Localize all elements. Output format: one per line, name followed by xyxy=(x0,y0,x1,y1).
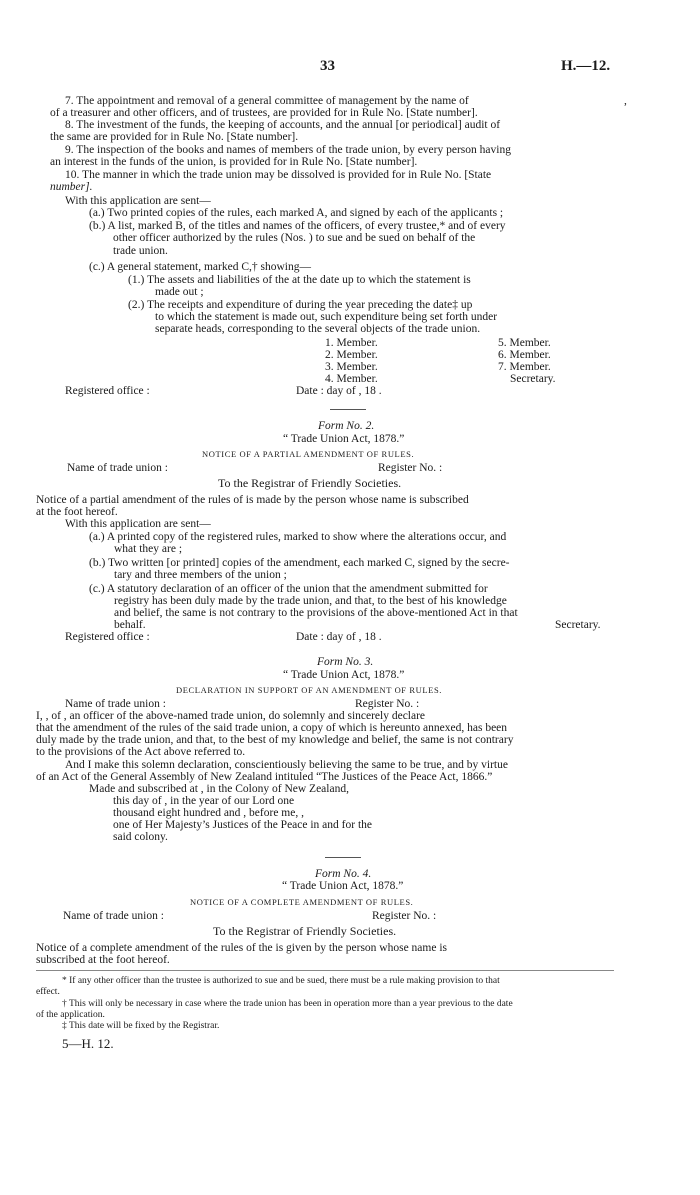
notice-line-2: at the foot hereof. xyxy=(36,506,118,518)
document-reference: H.—12. xyxy=(561,58,611,74)
enclosure-c2-line-2: to which the statement is made out, such expenditure being set forth under xyxy=(155,311,498,323)
act-title: “ Trade Union Act, 1878.” xyxy=(283,433,405,445)
enclosure-c1-line-1: (1.) The assets and liabilities of the at the date up to which the statement is xyxy=(128,274,471,286)
footnote-double-dagger: ‡ This date will be fixed by the Registrar. xyxy=(62,1021,220,1031)
footnote-dagger-line-1: † This will only be necessary in case where the trade union has been in operation more than a year previous to the date xyxy=(62,999,513,1009)
item-10-line-1: 10. The manner in which the trade union may be dissolved is provided for in Rule No. [State xyxy=(65,169,492,181)
divider xyxy=(325,857,361,858)
secretary: Secretary. xyxy=(555,619,601,631)
item-7-comma: , xyxy=(624,95,627,107)
form-heading: NOTICE OF A PARTIAL AMENDMENT OF RULES. xyxy=(202,449,415,459)
footnote-rule xyxy=(36,970,614,971)
act-title: “ Trade Union Act, 1878.” xyxy=(283,669,405,681)
member-3: 3. Member. xyxy=(325,361,378,373)
declaration-line-1: I, , of , an officer of the above-named trade union, do solemnly and sincerely declare xyxy=(36,710,426,722)
declaration-line-4: to the provisions of the Act above referred to. xyxy=(36,746,246,758)
member-7: 7. Member. xyxy=(498,361,551,373)
register-no-label: Register No. : xyxy=(372,910,437,922)
addressee: To the Registrar of Friendly Societies. xyxy=(213,924,397,938)
jurat-line-2: this day of , in the year of our Lord one xyxy=(113,795,295,807)
declaration-line-2: that the amendment of the rules of the said trade union, a copy of which is hereunto annexed, has been xyxy=(36,722,508,734)
solemn-declaration-line-2: of an Act of the General Assembly of New Zealand intituled “The Justices of the Peace Act, 1866.” xyxy=(36,771,493,783)
member-4: 4. Member. xyxy=(325,373,378,385)
signature-mark: 5—H. 12. xyxy=(62,1036,114,1051)
item-7-line-2: of a treasurer and other officers, and of trustees, are provided for in Rule No. [State number]. xyxy=(50,107,478,119)
enclosure-b-line-1: (b.) Two written [or printed] copies of the amendment, each marked C, signed by the secre- xyxy=(89,557,510,569)
footnote-asterisk-line-1: * If any other officer than the trustee is authorized to sue and be sued, there must be a rule making provision to that xyxy=(62,976,500,986)
member-1: 1. Member. xyxy=(325,337,378,349)
with-application-sent: With this application are sent— xyxy=(65,518,211,530)
enclosure-b-line-3: trade union. xyxy=(113,245,168,257)
notice-line-1: Notice of a partial amendment of the rules of is made by the person whose name is subscribed xyxy=(36,494,469,506)
enclosure-c-line-3: and belief, the same is not contrary to the provisions of the above-mentioned Act in that xyxy=(114,607,518,619)
enclosure-c2-line-1: (2.) The receipts and expenditure of during the year preceding the date‡ up xyxy=(128,299,473,311)
enclosure-c-line-2: registry has been duly made by the trade union, and that, to the best of his knowledge xyxy=(114,595,507,607)
registered-office-label: Registered office : xyxy=(65,385,150,397)
enclosure-b-line-1: (b.) A list, marked B, of the titles and names of the officers, of every trustee,* and of every xyxy=(89,220,506,232)
enclosure-b-line-2: tary and three members of the union ; xyxy=(114,569,287,581)
enclosure-a-line-1: (a.) A printed copy of the registered rules, marked to show where the alterations occur, and xyxy=(89,531,507,543)
member-5: 5. Member. xyxy=(498,337,551,349)
jurat-line-5: said colony. xyxy=(113,831,168,843)
enclosure-c: (c.) A general statement, marked C,† showing— xyxy=(89,261,311,273)
enclosure-b-line-2: other officer authorized by the rules (Nos. ) to sue and be sued on behalf of the xyxy=(113,232,476,244)
addressee: To the Registrar of Friendly Societies. xyxy=(218,476,402,490)
name-of-trade-union-label: Name of trade union : xyxy=(63,910,164,922)
registered-office-label: Registered office : xyxy=(65,631,150,643)
item-7-line-1: 7. The appointment and removal of a general committee of management by the name of xyxy=(65,95,469,107)
register-no-label: Register No. : xyxy=(355,698,420,710)
form-title: Form No. 2. xyxy=(318,420,375,432)
date-line: Date : day of , 18 . xyxy=(296,385,382,397)
with-application-sent: With this application are sent— xyxy=(65,195,211,207)
item-10-line-2: number]. xyxy=(50,181,93,193)
declaration-line-3: duly made by the trade union, and that, to the best of my knowledge and belief, the same is not contrary xyxy=(36,734,514,746)
form-heading: NOTICE OF A COMPLETE AMENDMENT OF RULES. xyxy=(190,897,414,907)
enclosure-c2-line-3: separate heads, corresponding to the several objects of the trade union. xyxy=(155,323,481,335)
register-no-label: Register No. : xyxy=(378,462,443,474)
member-6: 6. Member. xyxy=(498,349,551,361)
enclosure-c-line-4: behalf. xyxy=(114,619,146,631)
solemn-declaration-line-1: And I make this solemn declaration, conscientiously believing the same to be true, and by virtue xyxy=(65,759,508,771)
footnote-asterisk-line-2: effect. xyxy=(36,987,60,997)
notice-line-1: Notice of a complete amendment of the rules of the is given by the person whose name is xyxy=(36,942,448,954)
act-title: “ Trade Union Act, 1878.” xyxy=(282,880,404,892)
divider xyxy=(330,409,366,410)
jurat-line-4: one of Her Majesty’s Justices of the Peace in and for the xyxy=(113,819,372,831)
item-9-line-1: 9. The inspection of the books and names of members of the trade union, by every person having xyxy=(65,144,511,156)
date-line: Date : day of , 18 . xyxy=(296,631,382,643)
name-of-trade-union-label: Name of trade union : xyxy=(67,462,168,474)
item-8-line-2: the same are provided for in Rule No. [State number]. xyxy=(50,131,299,143)
enclosure-c1-line-2: made out ; xyxy=(155,286,204,298)
form-heading: DECLARATION IN SUPPORT OF AN AMENDMENT OF RULES. xyxy=(176,685,443,695)
form-title: Form No. 3. xyxy=(317,656,374,668)
member-2: 2. Member. xyxy=(325,349,378,361)
enclosure-c-line-1: (c.) A statutory declaration of an officer of the union that the amendment submitted for xyxy=(89,583,488,595)
item-9-line-2: an interest in the funds of the union, is provided for in Rule No. [State number]. xyxy=(50,156,418,168)
enclosure-a-line-2: what they are ; xyxy=(114,543,183,555)
footnote-dagger-line-2: of the application. xyxy=(36,1010,105,1020)
jurat-line-1: Made and subscribed at , in the Colony of New Zealand, xyxy=(89,783,349,795)
name-of-trade-union-label: Name of trade union : xyxy=(65,698,166,710)
enclosure-a: (a.) Two printed copies of the rules, each marked A, and signed by each of the applicants ; xyxy=(89,207,504,219)
jurat-line-3: thousand eight hundred and , before me, , xyxy=(113,807,304,819)
item-8-line-1: 8. The investment of the funds, the keeping of accounts, and the annual [or periodical] audit of xyxy=(65,119,501,131)
secretary: Secretary. xyxy=(510,373,556,385)
page-number: 33 xyxy=(320,58,335,74)
notice-line-2: subscribed at the foot hereof. xyxy=(36,954,170,966)
form-title: Form No. 4. xyxy=(315,868,372,880)
